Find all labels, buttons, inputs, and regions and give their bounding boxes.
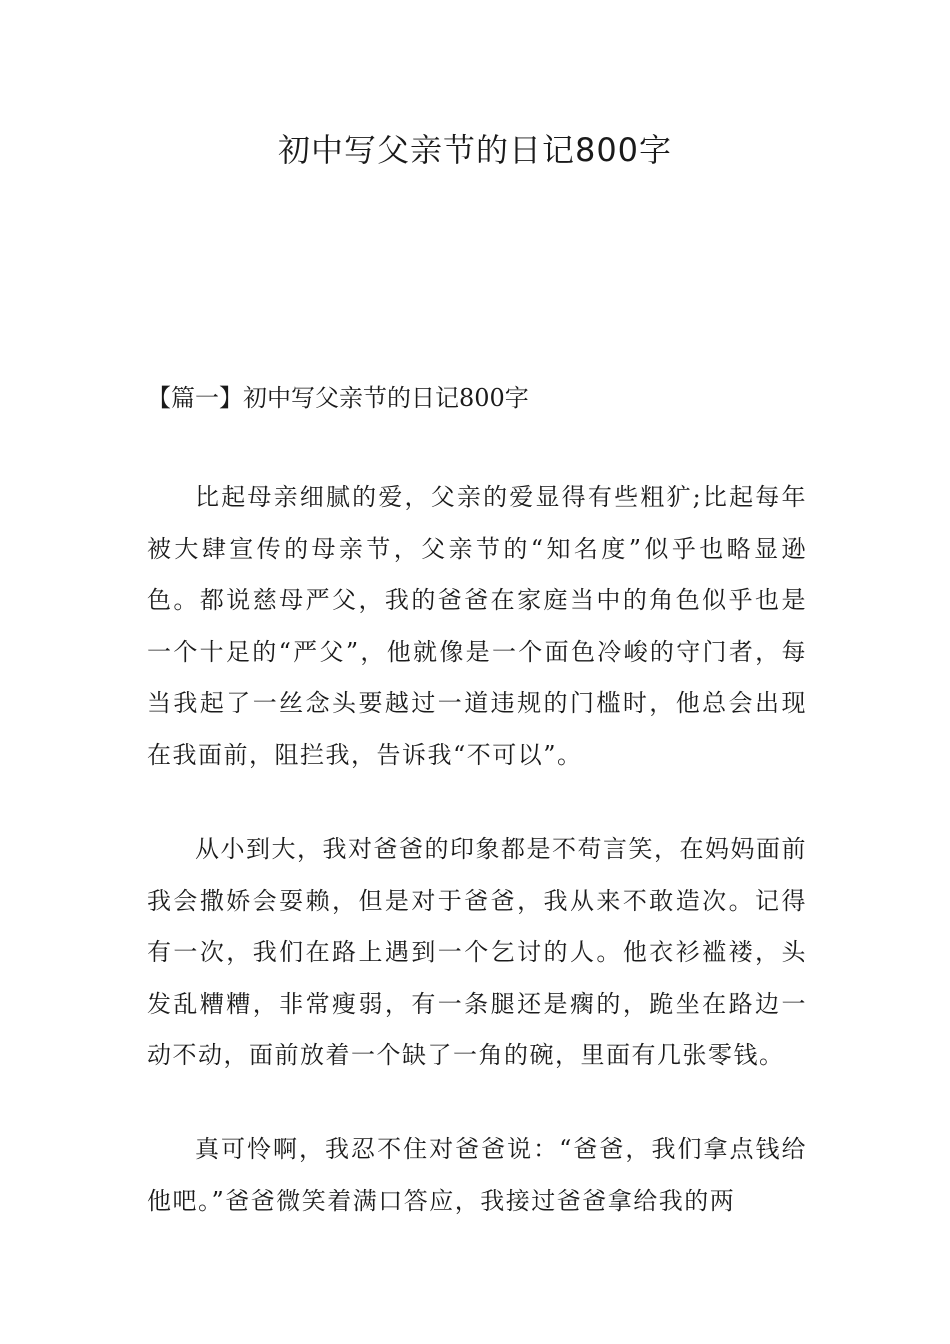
page-title: 初中写父亲节的日记800字 [277,131,673,169]
section-heading: 【篇一】初中写父亲节的日记800字 [147,384,529,412]
paragraph-1: 比起母亲细腻的爱，父亲的爱显得有些粗犷;比起每年被大肆宣传的母亲节，父亲节的“知名度”似乎也略显逊色。都说慈母严父，我的爸爸在家庭当中的角色似乎也是一个十足的“严父”，他就像是一个面色冷峻的守门者，每当我起了一丝念头要越过一道违规的门槛时，他总会出现在我面前，阻拦我，告诉我“不可以”。 [147,483,807,769]
paragraph-3: 真可怜啊，我忍不住对爸爸说：“爸爸，我们拿点钱给他吧。”爸爸微笑着满口答应，我接过爸爸拿给我的两 [147,1135,807,1215]
paragraph-2: 从小到大，我对爸爸的印象都是不苟言笑，在妈妈面前我会撒娇会耍赖，但是对于爸爸，我从来不敢造次。记得有一次，我们在路上遇到一个乞讨的人。他衣衫褴褛，头发乱糟糟，非常瘦弱，有一条腿还是瘸的，跪坐在路边一动不动，面前放着一个缺了一角的碗，里面有几张零钱。 [147,835,807,1070]
